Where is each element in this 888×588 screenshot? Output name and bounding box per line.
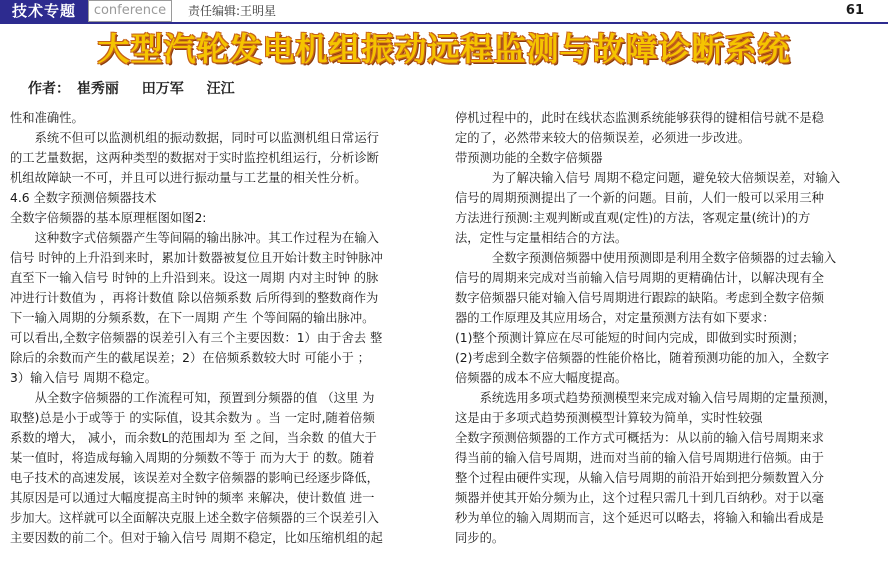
text-line: 冲进行计数值为 ，再将计数值 除以倍频系数 后所得到的整数商作为 xyxy=(10,291,379,305)
text-line: 全数字预测倍频器的工作方式可概括为：从以前的输入信号周期来求 xyxy=(455,431,824,445)
right-column xyxy=(455,108,883,548)
text-line: 法，定性与定量相结合的方法。 xyxy=(455,231,628,245)
text-line: 数字倍频器只能对输入信号周期进行跟踪的缺陷。考虑到全数字倍频 xyxy=(455,291,824,305)
list-item: (2)考虑到全数字倍频器的性能价格比，随着预测功能的加入，全数字 xyxy=(455,351,830,365)
conference-tag: conference xyxy=(88,0,172,22)
text-line: 信号的周期预测提出了一个新的问题。目前，人们一般可以采用三种 xyxy=(455,191,824,205)
text-line: 倍频器的成本不应大幅度提高。 xyxy=(455,371,628,385)
text-line: 得当前的输入信号周期，进而对当前的输入信号周期进行倍频。由于 xyxy=(455,451,824,465)
text-line: 机组故障缺一不可，并且可以进行振动量与工艺量的相关性分析。 xyxy=(10,171,367,185)
text-line: 停机过程中的，此时在线状态监测系统能够获得的键相信号就不是稳 xyxy=(455,111,824,125)
text-line: 其原因是可以通过大幅度提高主时钟的频率 来解决，使计数值 进一 xyxy=(10,491,375,505)
text-line: 信号的周期来完成对当前输入信号周期的更精确估计，以解决现有全 xyxy=(455,271,824,285)
authors-line xyxy=(28,78,253,98)
text-line: 电子技术的高速发展，该误差对全数字倍频器的影响已经逐步降低， xyxy=(10,471,379,485)
header-rule xyxy=(0,22,888,24)
editor-credit: 责任编辑:王明星 xyxy=(188,4,277,18)
text-line: 整个过程由硬件实现，从输入信号周期的前沿开始到把分频数置入分 xyxy=(455,471,824,485)
text-line: 除后的余数而产生的截尾误差；2）在倍频系数较大时 可能小于 ； xyxy=(10,351,370,365)
text-line: 秒为单位的输入周期而言，这个延迟可以略去，将输入和输出看成是 xyxy=(455,511,824,525)
text-line: 这种数字式倍频器产生等间隔的输出脉冲。其工作过程为在输入 xyxy=(10,231,379,245)
section-heading: 带预测功能的全数字倍频器 xyxy=(455,151,603,165)
page-number: 61 xyxy=(845,3,864,18)
text-line: 全数字倍频器的基本原理框图如图2: xyxy=(10,211,207,225)
text-line: 这是由于多项式趋势预测模型计算较为简单，实时性较强 xyxy=(455,411,763,425)
text-line: 频器并使其开始分频为止，这个过程只需几十到几百纳秒。对于以毫 xyxy=(455,491,824,505)
author-name: 汪江 xyxy=(206,81,235,97)
text-line: 性和准确性。 xyxy=(10,111,84,125)
text-line: 器的工作原理及其应用场合，对定量预测方法有如下要求： xyxy=(455,311,775,325)
text-line: 系数的增大， 减小，而余数L的范围却为 至 之间，当余数 的值大于 xyxy=(10,431,377,445)
authors-label: 作者： xyxy=(28,81,70,97)
text-line: 的工艺量数据，这两种类型的数据对于实时监控机组运行，分析诊断 xyxy=(10,151,379,165)
text-line: 取整)总是小于或等于 的实际值，设其余数为 。当 一定时,随着倍频 xyxy=(10,411,375,425)
text-line: 全数字预测倍频器中使用预测即是利用全数字倍频器的过去输入 xyxy=(455,251,837,265)
text-line: 直至下一输入信号 时钟的上升沿到来。设这一周期 内对主时钟 的脉 xyxy=(10,271,379,285)
author-name: 崔秀丽 xyxy=(76,81,119,97)
author-name: 田万军 xyxy=(141,81,184,97)
text-line: 主要因数的前二个。但对于输入信号 周期不稳定，比如压缩机组的起 xyxy=(10,531,383,545)
text-line: 方法进行预测:主观判断或直观(定性)的方法，客观定量(统计)的方 xyxy=(455,211,811,225)
text-line: 下一输入周期的分频系数，在下一周期 产生 个等间隔的输出脉冲。 xyxy=(10,311,375,325)
text-line: 定的了，必然带来较大的倍频误差，必须进一步改进。 xyxy=(455,131,751,145)
text-line: 步加大。这样就可以全面解决克服上述全数字倍频器的三个误差引入 xyxy=(10,511,379,525)
text-line: 可以看出,全数字倍频器的误差引入有三个主要因数：1）由于舍去 整 xyxy=(10,331,383,345)
page-header xyxy=(0,0,888,22)
text-line: 信号 时钟的上升沿到来时，累加计数器被复位且开始计数主时钟脉冲 xyxy=(10,251,383,265)
text-line: 为了解决输入信号 周期不稳定问题，避免较大倍频误差，对输入 xyxy=(455,171,841,185)
left-column xyxy=(10,108,438,548)
text-line: 3）输入信号 周期不稳定。 xyxy=(10,371,157,385)
text-line: 同步的。 xyxy=(455,531,505,545)
text-line: 某一值时，将造成每输入周期的分频数不等于 而为大于 的数。随着 xyxy=(10,451,375,465)
section-tag: 技术专题 xyxy=(0,0,88,22)
section-heading: 4.6 全数字预测倍频器技术 xyxy=(10,191,157,205)
list-item: (1)整个预测计算应在尽可能短的时间内完成，即做到实时预测； xyxy=(455,331,805,345)
text-line: 系统选用多项式趋势预测模型来完成对输入信号周期的定量预测， xyxy=(455,391,837,405)
text-line: 系统不但可以监测机组的振动数据，同时可以监测机组日常运行 xyxy=(10,131,379,145)
article-title: 大型汽轮发电机组振动远程监测与故障诊断系统 xyxy=(97,30,791,68)
text-line: 从全数字倍频器的工作流程可知，预置到分频器的值 （这里 为 xyxy=(10,391,375,405)
